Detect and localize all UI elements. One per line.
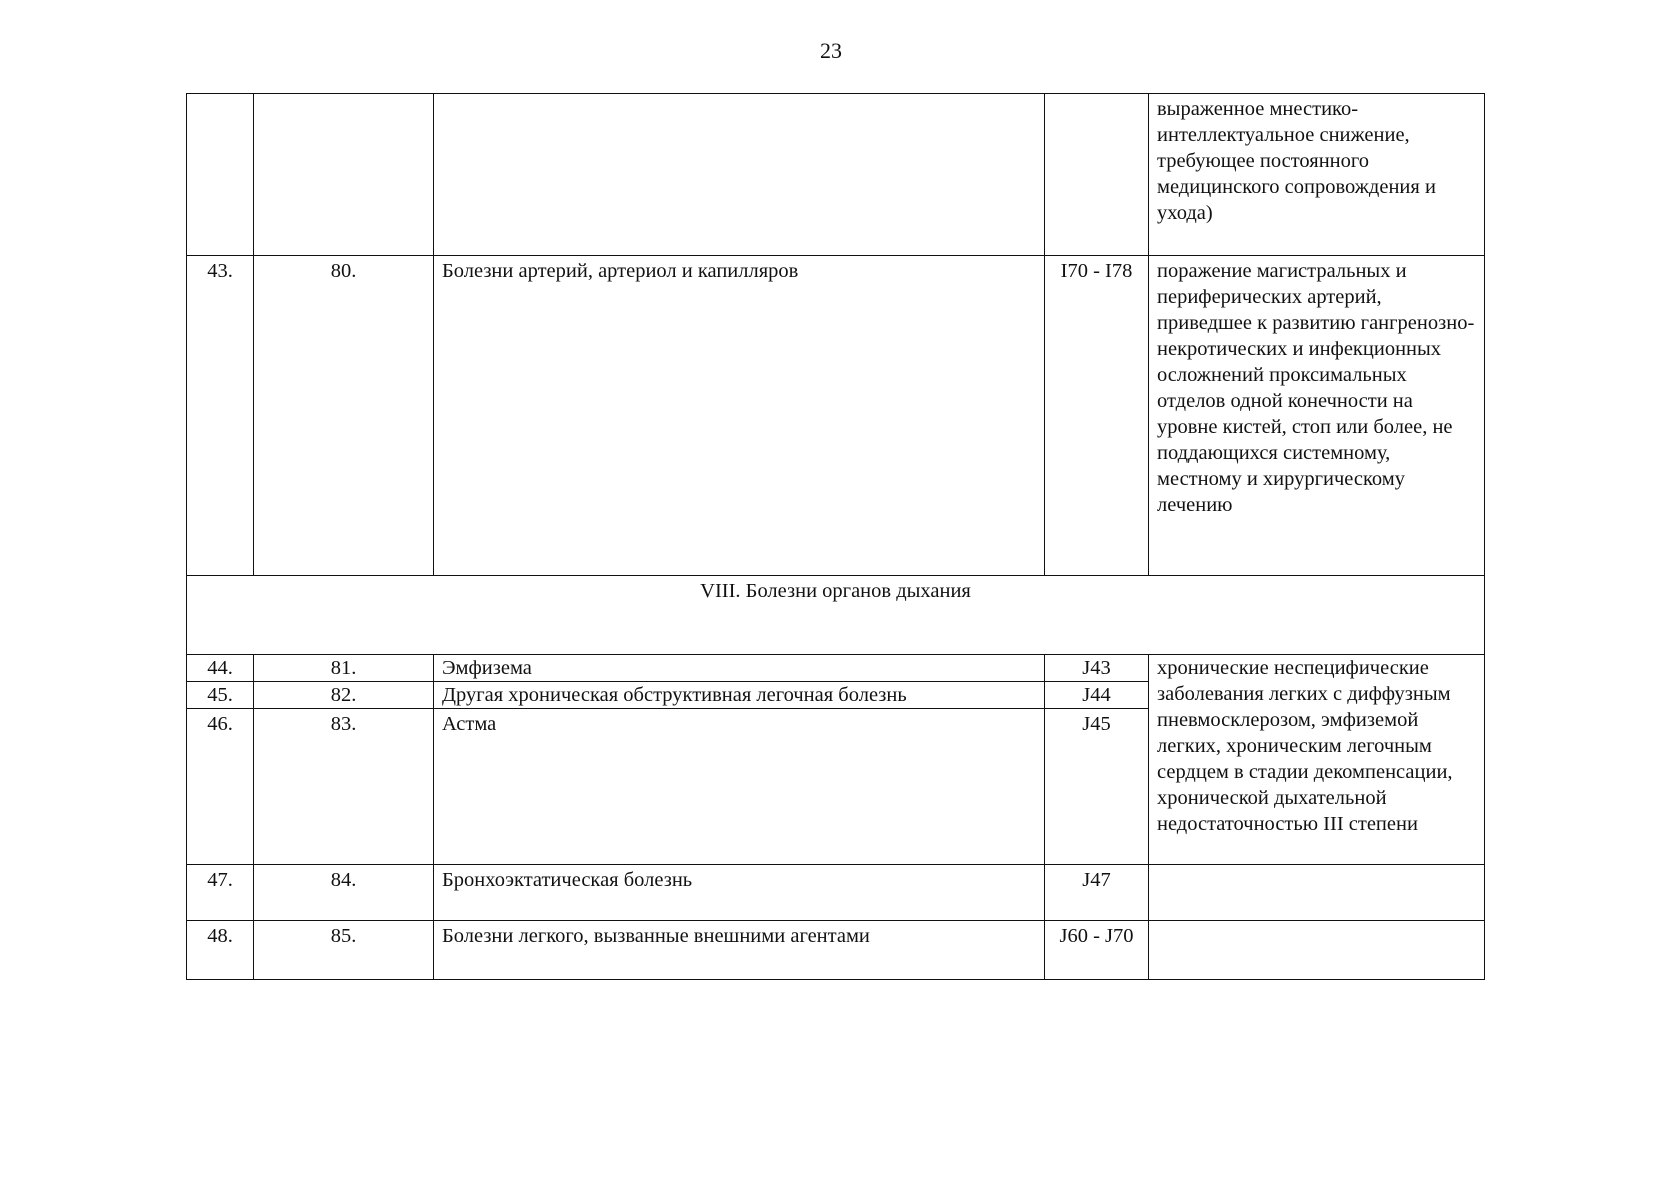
cell-code: I70 - I78 (1045, 256, 1149, 576)
table-row (187, 865, 1485, 921)
cell-name: Другая хроническая обструктивная легочная болезнь (434, 682, 1045, 709)
cell-name: Болезни артерий, артериол и капилляров (434, 256, 1045, 576)
cell-num1: 45. (187, 682, 254, 709)
page-number: 23 (820, 38, 842, 63)
cell-num2: 81. (254, 655, 434, 682)
cell-num2: 80. (254, 256, 434, 576)
cell-num1: 46. (187, 709, 254, 865)
cell-code: J43 (1045, 655, 1149, 682)
cell-name: Астма (434, 709, 1045, 865)
cell-name: Болезни легкого, вызванные внешними агентами (434, 921, 1045, 980)
cell-num2: 84. (254, 865, 434, 921)
cell-num2: 82. (254, 682, 434, 709)
cell-name: Эмфизема (434, 655, 1045, 682)
cell-num1: 44. (187, 655, 254, 682)
cell-criteria: хронические неспецифические заболевания легких с диффузным пневмосклерозом, эмфиземой легких, хроническим легочным сердцем в стадии декомпенсации, хронической дыхательной недостаточностью III степени (1149, 655, 1485, 865)
cell-code (1045, 94, 1149, 256)
cell-code: J45 (1045, 709, 1149, 865)
cell-num1: 47. (187, 865, 254, 921)
cell-num1: 43. (187, 256, 254, 576)
cell-num2 (254, 94, 434, 256)
disease-table (186, 93, 1485, 980)
table-row (187, 921, 1485, 980)
cell-name (434, 94, 1045, 256)
cell-name: Бронхоэктатическая болезнь (434, 865, 1045, 921)
cell-criteria: выраженное мнестико-интеллектуальное снижение, требующее постоянного медицинского сопровождения и ухода) (1149, 94, 1485, 256)
cell-code: J44 (1045, 682, 1149, 709)
table-row (187, 94, 1485, 256)
table-row (187, 256, 1485, 576)
cell-num2: 83. (254, 709, 434, 865)
table-row (187, 655, 1485, 682)
cell-num1: 48. (187, 921, 254, 980)
section-title: VIII. Болезни органов дыхания (187, 576, 1485, 655)
cell-code: J60 - J70 (1045, 921, 1149, 980)
cell-criteria (1149, 921, 1485, 980)
cell-code: J47 (1045, 865, 1149, 921)
section-row (187, 576, 1485, 655)
cell-num2: 85. (254, 921, 434, 980)
cell-criteria: поражение магистральных и периферических артерий, приведшее к развитию гангренозно-некротических и инфекционных осложнений проксимальных отделов одной конечности на уровне кистей, стоп или более, не поддающихся системному, местному и хирургическому лечению (1149, 256, 1485, 576)
cell-num1 (187, 94, 254, 256)
cell-criteria (1149, 865, 1485, 921)
